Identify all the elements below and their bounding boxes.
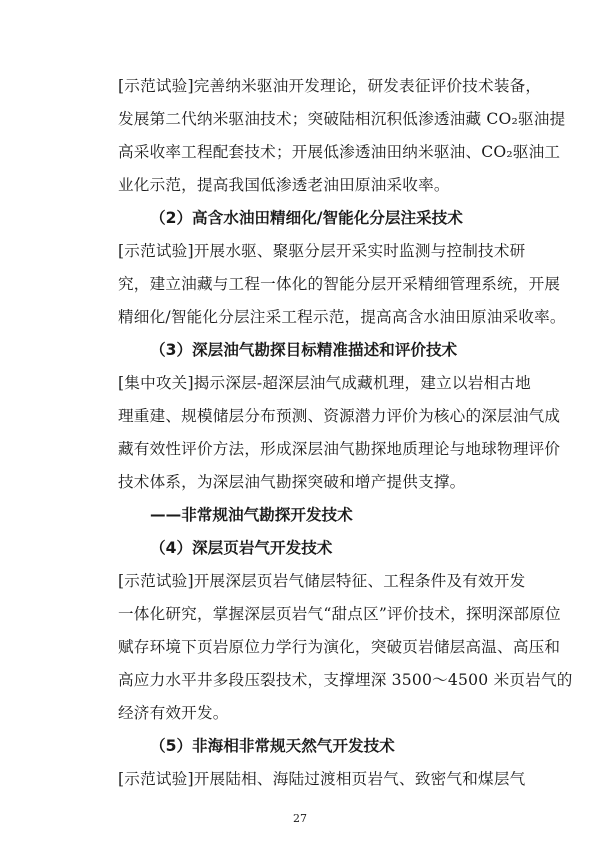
paragraph-3-line-2: 理重建、规模储层分布预测、资源潜力评价为核心的深层油气成 [118,407,561,425]
paragraph-4-line-2: 一体化研究，掌握深层页岩气“甜点区”评价技术，探明深部原位 [118,605,561,623]
paragraph-3-line-4: 技术体系，为深层油气勘探突破和增产提供支撑。 [118,473,466,491]
heading-5: （5）非海相非常规天然气开发技术 [150,737,395,755]
section-heading: ——非常规油气勘探开发技术 [150,506,353,524]
paragraph-4-line-3: 赋存环境下页岩原位力学行为演化，突破页岩储层高温、高压和 [118,638,561,656]
paragraph-1-line-4: 业化示范，提高我国低渗透老油田原油采收率。 [118,176,450,194]
paragraph-3-line-1: [集中攻关]揭示深层-超深层油气成藏机理，建立以岩相古地 [118,374,531,392]
paragraph-5-line-1: [示范试验]开展陆相、海陆过渡相页岩气、致密气和煤层气 [118,770,526,788]
page-number: 27 [293,812,307,825]
paragraph-3-line-3: 藏有效性评价方法，形成深层油气勘探地质理论与地球物理评价 [118,440,561,458]
paragraph-2-line-2: 究，建立油藏与工程一体化的智能分层开采精细管理系统，开展 [118,275,561,293]
heading-4: （4）深层页岩气开发技术 [150,539,333,557]
paragraph-2-line-1: [示范试验]开展水驱、聚驱分层开采实时监测与控制技术研 [118,242,526,260]
paragraph-4-line-4: 高应力水平井多段压裂技术，支撑埋深 3500～4500 米页岩气的 [118,671,573,689]
heading-3: （3）深层油气勘探目标精准描述和评价技术 [150,341,458,359]
paragraph-2-line-3: 精细化/智能化分层注采工程示范，提高高含水油田原油采收率。 [118,308,566,326]
paragraph-1-line-3: 高采收率工程配套技术；开展低渗透油田纳米驱油、CO₂驱油工 [118,143,561,161]
paragraph-4-line-1: [示范试验]开展深层页岩气储层特征、工程条件及有效开发 [118,572,526,590]
heading-2: （2）高含水油田精细化/智能化分层注采技术 [150,209,463,227]
paragraph-1-line-2: 发展第二代纳米驱油技术；突破陆相沉积低渗透油藏 CO₂驱油提 [118,110,566,128]
paragraph-1-line-1: [示范试验]完善纳米驱油开发理论，研发表征评价技术装备， [118,77,542,95]
paragraph-4-line-5: 经济有效开发。 [118,704,229,722]
